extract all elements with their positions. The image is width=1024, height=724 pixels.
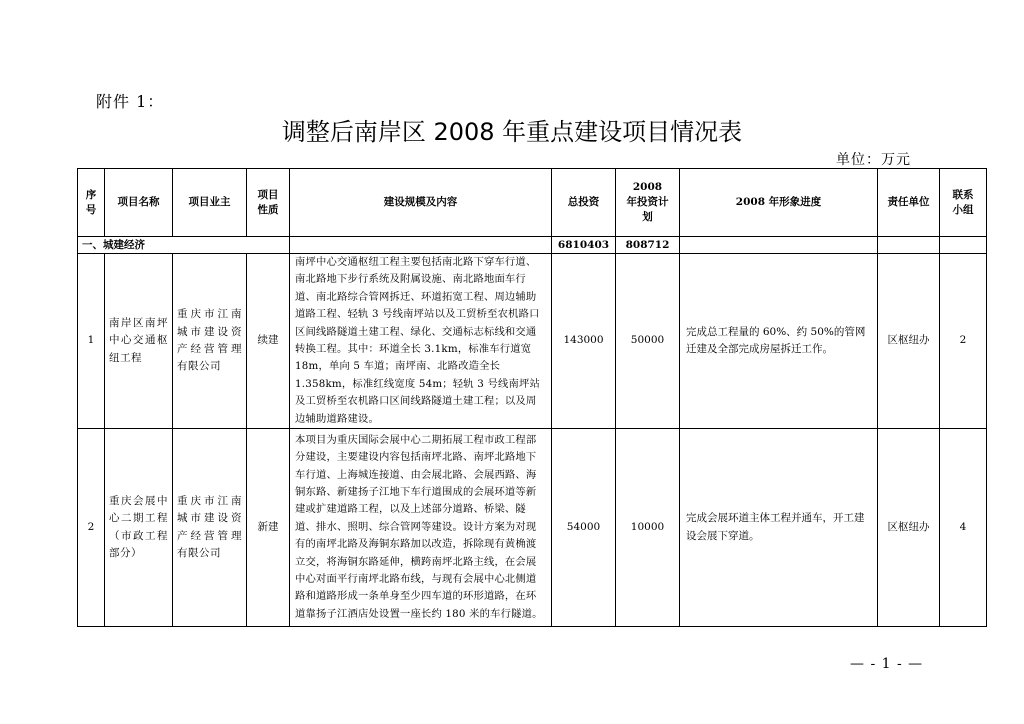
header-unit: 责任单位: [878, 169, 940, 237]
section-progress-empty: [680, 237, 878, 254]
table-header-row: [78, 169, 987, 237]
row-group: 4: [940, 429, 987, 627]
row-unit: 区枢纽办: [878, 429, 940, 627]
header-content: 建设规模及内容: [290, 169, 552, 237]
row-plan: 10000: [616, 429, 680, 627]
header-progress: 2008 年形象进度: [680, 169, 878, 237]
section-unit-empty: [878, 237, 940, 254]
row-total: 54000: [552, 429, 616, 627]
header-plan: 2008 年投资计划: [616, 169, 680, 237]
row-content: 本项目为重庆国际会展中心二期拓展工程市政工程部分建设，主要建设内容包括南坪北路、南坪北路地下车行道、上海城连接道、由会展北路、会展西路、海铜东路、新建扬子江地下车行道围成的会展环道等新建或扩建道路工程，以及上述部分道路、桥梁、隧道、排水、照明、综合管网等建设。设计方案为对现有的南坪北路及海铜东路加以改造，拆除现有黄桷渡立交，将海铜东路延伸，横跨南坪北路主线，在会展中心对面平行南坪北路布线，与现有会展中心北侧道路和道路形成一条单身至少四车道的环形道路，在环道靠扬子江酒店处设置一座长约 180 米的车行隧道。: [290, 429, 552, 627]
attachment-label: 附件 1：: [96, 92, 165, 111]
row-seq: 2: [78, 429, 105, 627]
row-plan: 50000: [616, 254, 680, 429]
row-nature: 新建: [247, 429, 290, 627]
row-owner: 重庆市江南城市建设资产经营管理有限公司: [173, 429, 247, 627]
row-progress: 完成总工程量的 60%、约 50%的管网迁建及全部完成房屋拆迁工作。: [680, 254, 878, 429]
table-row: [78, 254, 987, 429]
project-table: [77, 168, 987, 627]
row-group: 2: [940, 254, 987, 429]
row-project-name: 重庆会展中心二期工程（市政工程部分）: [105, 429, 173, 627]
row-project-name: 南岸区南坪中心交通枢纽工程: [105, 254, 173, 429]
header-total: 总投资: [552, 169, 616, 237]
section-row: [78, 237, 987, 254]
section-label: 一、城建经济: [78, 237, 290, 254]
header-nature: 项目性质: [247, 169, 290, 237]
row-seq: 1: [78, 254, 105, 429]
section-total: 6810403: [552, 237, 616, 254]
header-group: 联系小组: [940, 169, 987, 237]
section-plan: 808712: [616, 237, 680, 254]
row-nature: 续建: [247, 254, 290, 429]
table-row: [78, 429, 987, 627]
document-title: 调整后南岸区 2008 年重点建设项目情况表: [281, 118, 743, 146]
row-content: 南坪中心交通枢纽工程主要包括南北路下穿车行道、南北路地下步行系统及附属设施、南北路地面车行道、南北路综合管网拆迁、环道拓宽工程、周边辅助道路工程、轻轨 3 号线南坪站以及工贸桥至农机路口区间线路隧道土建工程、绿化、交通标志标线和交通转换工程。其中：环道全长 3.1km，标准车行道宽 18m，单向 5 车道；南坪南、北路改造全长 1.358km，标准红线宽度 54m；轻轨 3 号线南坪站及工贸桥至农机路口区间线路隧道土建工程；以及周边辅助道路建设。: [290, 254, 552, 429]
page-number: — - 1 - —: [850, 656, 924, 672]
section-group-empty: [940, 237, 987, 254]
row-progress: 完成会展环道主体工程并通车，开工建设会展下穿道。: [680, 429, 878, 627]
row-total: 143000: [552, 254, 616, 429]
row-owner: 重庆市江南城市建设资产经营管理有限公司: [173, 254, 247, 429]
section-content-empty: [290, 237, 552, 254]
header-seq: 序号: [78, 169, 105, 237]
header-name: 项目名称: [105, 169, 173, 237]
row-unit: 区枢纽办: [878, 254, 940, 429]
unit-label: 单位：万元: [836, 152, 911, 168]
header-owner: 项目业主: [173, 169, 247, 237]
